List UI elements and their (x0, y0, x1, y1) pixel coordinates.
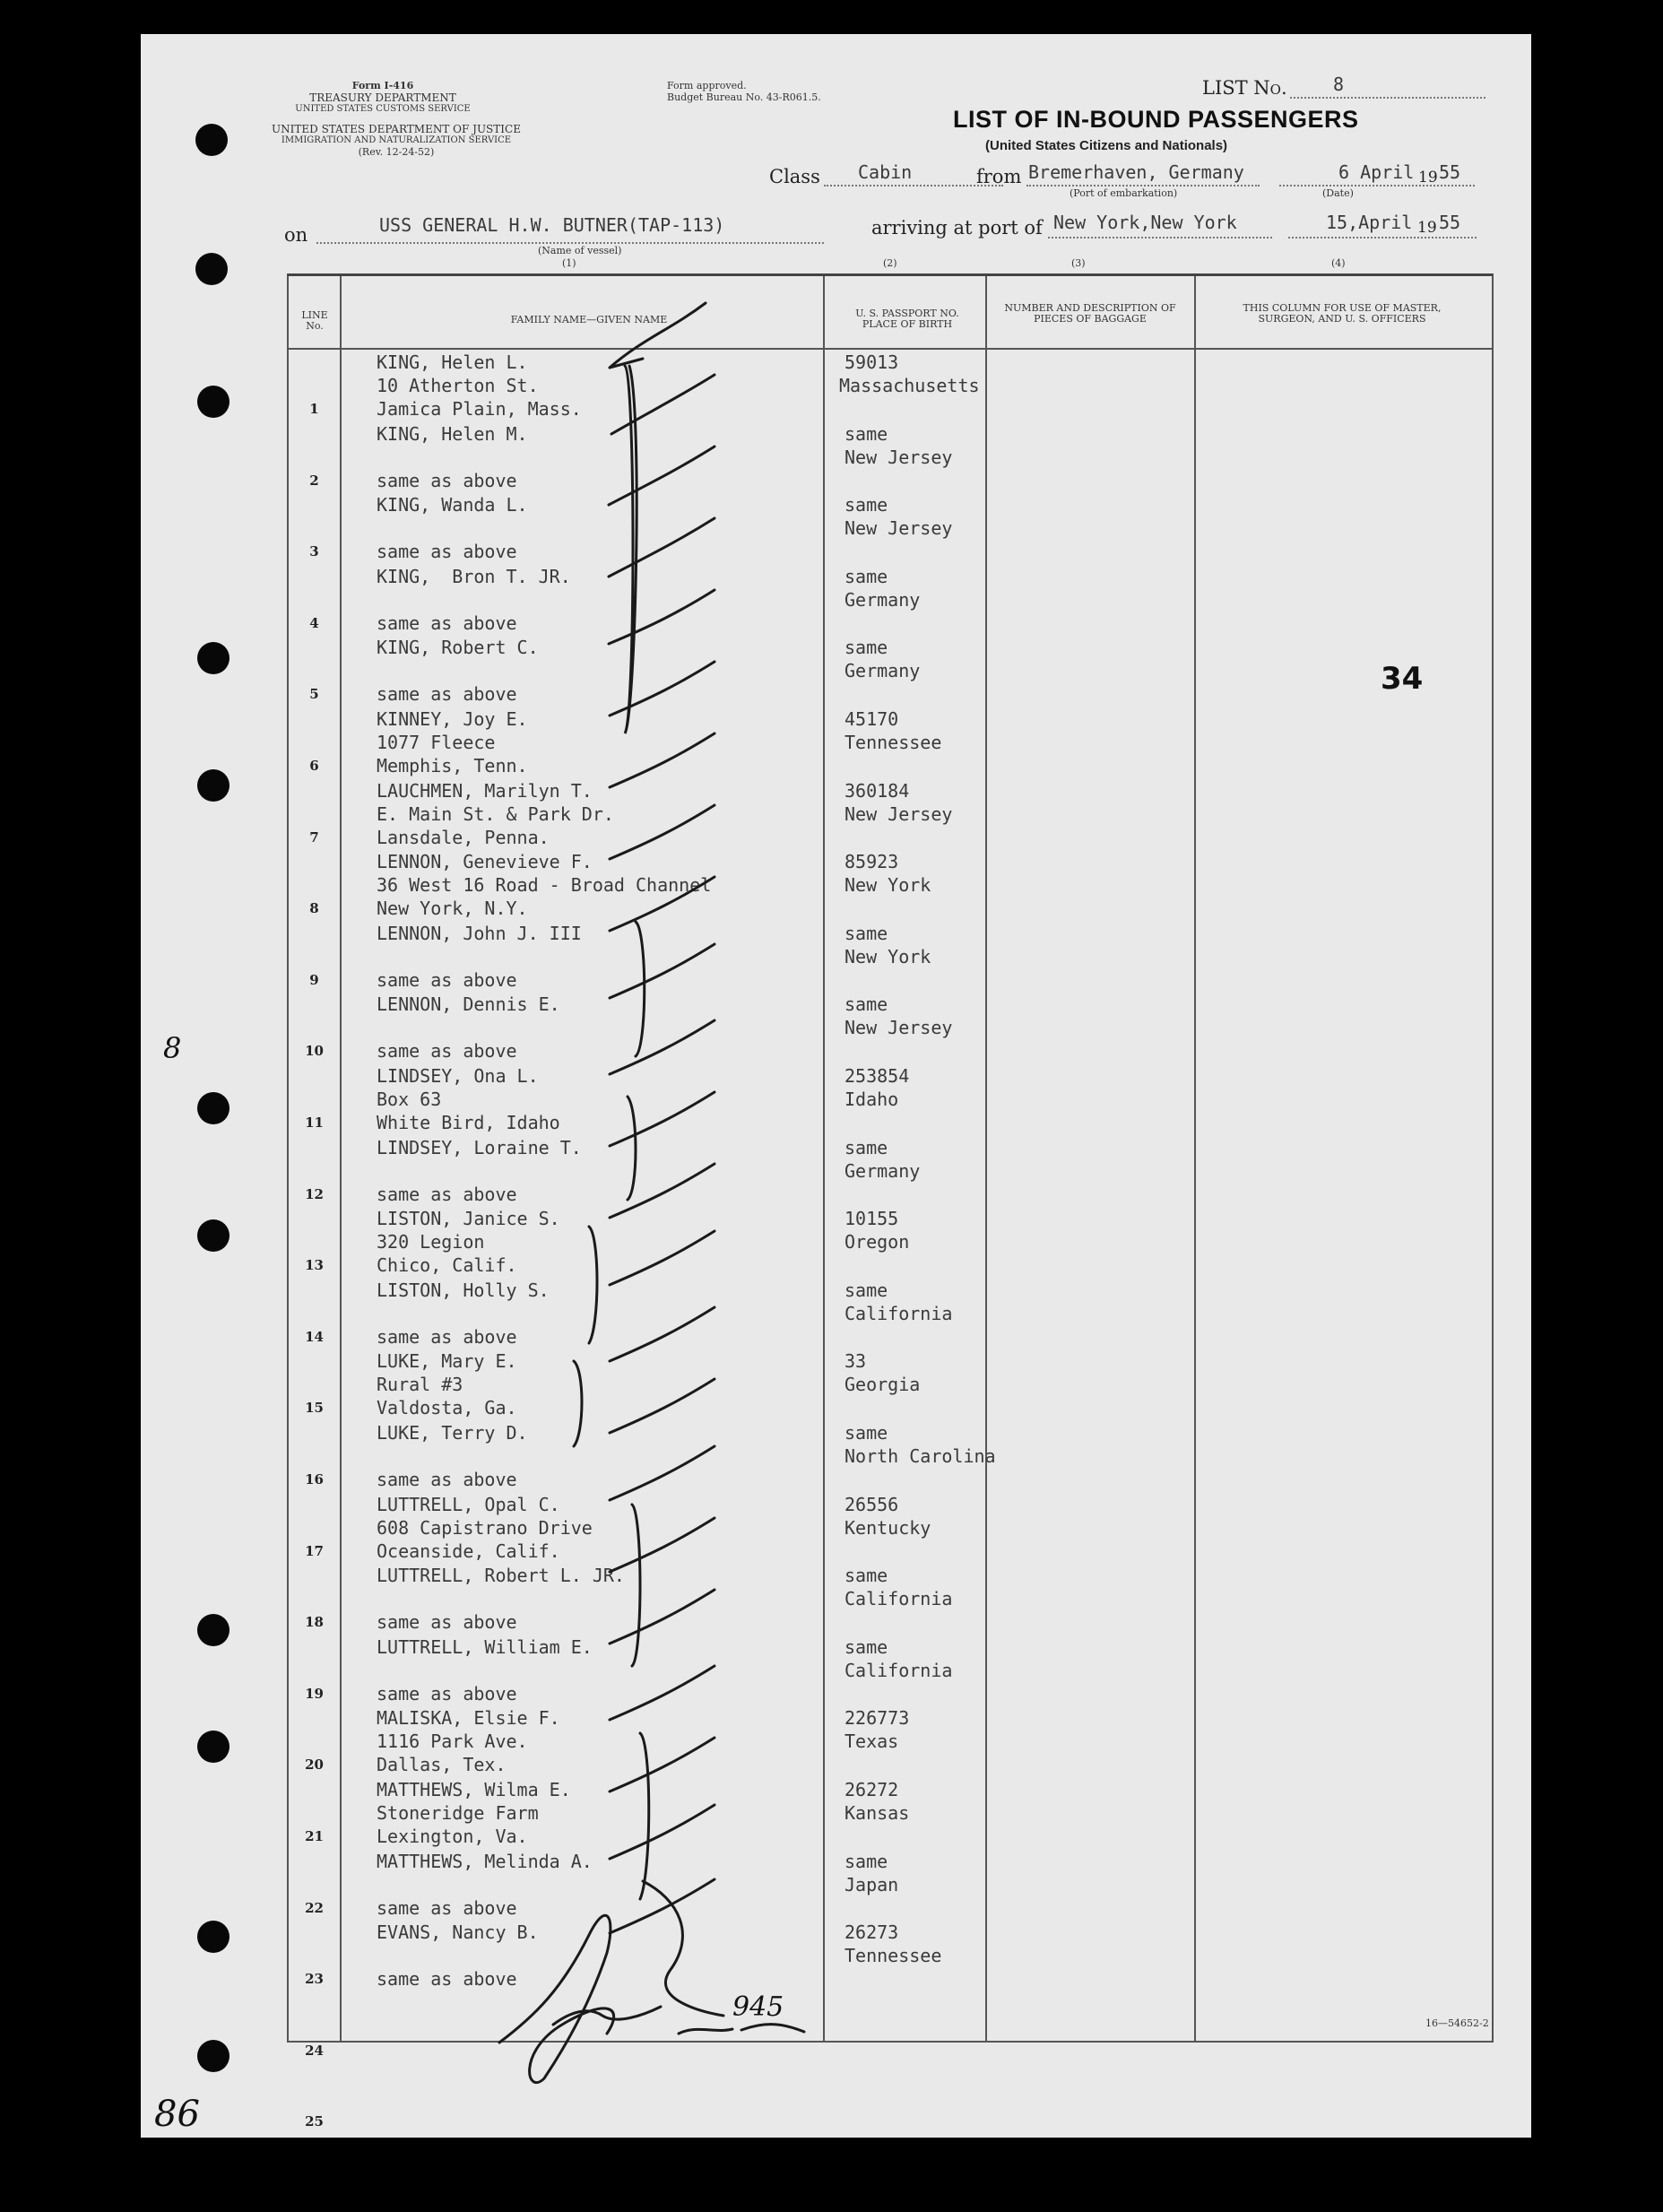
line-number: 8 (309, 900, 319, 917)
address-line-1: E. Main St. & Park Dr. (377, 802, 614, 825)
place-of-birth: Idaho (844, 1089, 899, 1110)
place-of-birth: Germany (844, 588, 921, 611)
passport-number: same (844, 993, 888, 1016)
arrival-date: 15,April (1326, 212, 1413, 233)
passenger-name: LAUCHMEN, Marilyn T. (377, 779, 593, 802)
line-number: 1 (309, 401, 319, 417)
address-line-2: Oceanside, Calif. (377, 1540, 560, 1562)
document-subtitle: (United States Citizens and Nationals) (985, 138, 1228, 153)
passport-number: 253854 (844, 1065, 910, 1087)
address-line-1: 1116 Park Ave. (377, 1731, 528, 1753)
line-number: 2 (309, 472, 319, 489)
binder-hole (197, 1219, 230, 1252)
handwritten-marks (141, 34, 1531, 2138)
place-of-birth: New Jersey (844, 517, 953, 540)
line-number: 9 (309, 971, 319, 988)
binder-hole (197, 1614, 230, 1646)
footer-code: 16—54652-2 (1425, 2017, 1489, 2029)
line-number: 16 (305, 1471, 324, 1488)
treasury-department: TREASURY DEPARTMENT (309, 91, 456, 104)
passenger-name: LUTTRELL, William E. (377, 1635, 593, 1658)
address-line-2: same as above (377, 1469, 517, 1490)
passenger-name: LENNON, John J. III (377, 922, 582, 944)
vessel-caption: (Name of vessel) (538, 245, 622, 256)
header-family-name: FAMILY NAME—GIVEN NAME (510, 314, 668, 325)
customs-service: UNITED STATES CUSTOMS SERVICE (295, 104, 471, 114)
address-line-2: same as above (377, 1682, 517, 1705)
passenger-name: MALISKA, Elsie F. (377, 1707, 560, 1730)
line-number: 5 (309, 686, 319, 703)
address-line-2: same as above (377, 1325, 517, 1348)
address-line-2: same as above (377, 1896, 517, 1919)
passenger-name: KING, Helen M. (377, 422, 528, 445)
justice-department: UNITED STATES DEPARTMENT OF JUSTICE (272, 123, 521, 135)
checkmark-1-icon (610, 303, 706, 368)
address-line-2: same as above (377, 1183, 517, 1205)
passport-number: 26272 (844, 1779, 899, 1800)
line-number: 7 (309, 828, 319, 846)
passport-number: 85923 (844, 851, 899, 873)
place-of-birth: Germany (844, 1159, 921, 1182)
passport-number: same (844, 637, 888, 659)
form-approved: Form approved. (667, 80, 747, 91)
passenger-name: MATTHEWS, Wilma E. (377, 1779, 571, 1800)
list-no-value: 8 (1333, 74, 1345, 95)
passenger-name: LISTON, Janice S. (377, 1208, 560, 1230)
line-number: 11 (305, 1115, 324, 1131)
header-officers: THIS COLUMN FOR USE OF MASTER, SURGEON, AND U. S. OFFICERS (1243, 302, 1442, 325)
address-line-2: same as above (377, 1968, 517, 1991)
corner-mark: 86 (154, 2094, 200, 2135)
binder-hole (197, 386, 230, 418)
line-number: 12 (305, 1185, 324, 1202)
address-line-2: same as above (377, 469, 517, 491)
address-line-2: Memphis, Tenn. (377, 755, 528, 776)
passenger-name: LUTTRELL, Robert L. JR. (377, 1565, 625, 1587)
class-label: Class (769, 166, 820, 187)
line-number: 23 (305, 1971, 324, 1988)
form-revision: (Rev. 12-24-52) (358, 146, 435, 158)
address-line-1: Stoneridge Farm (377, 1802, 539, 1824)
place-of-birth: California (844, 1659, 953, 1681)
address-line-2: same as above (377, 968, 517, 991)
tally-mark: 945 (732, 1991, 784, 2023)
line-number: 20 (305, 1757, 324, 1774)
arriving-label: arriving at port of (871, 217, 1043, 239)
from-label: from (976, 166, 1022, 187)
address-line-1: Rural #3 (377, 1374, 463, 1396)
place-of-birth: Kentucky (844, 1516, 931, 1539)
passport-number: same (844, 422, 888, 445)
passport-number: same (844, 1565, 888, 1587)
place-of-birth: California (844, 1302, 953, 1324)
place-of-birth: New Jersey (844, 446, 953, 468)
address-line-2: same as above (377, 1611, 517, 1634)
list-no-label: LIST No. (1202, 77, 1287, 99)
column-number-3: (3) (1071, 257, 1086, 269)
binder-hole (197, 1921, 230, 1953)
header-line-no: LINE No. (301, 309, 328, 332)
address-line-2: Jamica Plain, Mass. (377, 398, 582, 420)
line-number: 17 (305, 1542, 324, 1559)
passenger-name: EVANS, Nancy B. (377, 1921, 539, 1944)
address-line-1: 320 Legion (377, 1231, 485, 1253)
line-number: 4 (309, 614, 319, 631)
port-of-embarkation: Bremerhaven, Germany (1028, 161, 1244, 183)
place-of-birth: Massachusetts (839, 375, 980, 396)
binder-hole (197, 642, 230, 674)
place-of-birth: Kansas (844, 1802, 910, 1824)
place-of-birth: Japan (844, 1873, 899, 1895)
passenger-name: LISTON, Holly S. (377, 1279, 550, 1301)
place-of-birth: Tennessee (844, 1945, 942, 1967)
place-of-birth: New Jersey (844, 802, 953, 825)
address-line-2: same as above (377, 612, 517, 634)
passport-number: 360184 (844, 779, 910, 802)
binder-hole (197, 2040, 230, 2072)
address-line-2: Lexington, Va. (377, 1826, 528, 1847)
address-line-1: 10 Atherton St. (377, 375, 539, 396)
header-baggage: NUMBER AND DESCRIPTION OF PIECES OF BAGGAGE (1004, 302, 1176, 325)
line-number: 3 (309, 543, 319, 560)
passenger-name: MATTHEWS, Melinda A. (377, 1850, 593, 1872)
passenger-name: LENNON, Dennis E. (377, 993, 560, 1016)
address-line-2: New York, N.Y. (377, 898, 528, 920)
form-number: Form I-416 (351, 80, 414, 91)
document-title: LIST OF IN-BOUND PASSENGERS (953, 106, 1359, 133)
passenger-name: KING, Helen L. (377, 351, 528, 373)
passport-number: 26273 (844, 1921, 899, 1944)
column-number-4: (4) (1331, 257, 1346, 269)
passport-number: same (844, 1136, 888, 1158)
vessel-name: USS GENERAL H.W. BUTNER(TAP-113) (379, 214, 725, 236)
passenger-name: LINDSEY, Ona L. (377, 1065, 539, 1087)
passport-number: 59013 (844, 351, 899, 373)
passenger-name: KING, Wanda L. (377, 494, 528, 516)
place-of-birth: Texas (844, 1731, 899, 1753)
address-line-2: same as above (377, 1040, 517, 1063)
address-line-1: 36 West 16 Road - Broad Channel (377, 874, 712, 897)
address-line-2: Lansdale, Penna. (377, 826, 550, 848)
passenger-name: KING, Bron T. JR. (377, 565, 571, 587)
margin-mark: 8 (163, 1031, 182, 1065)
passport-number: 10155 (844, 1208, 899, 1230)
line-number: 22 (305, 1899, 324, 1916)
line-number: 10 (305, 1043, 324, 1060)
column-number-2: (2) (883, 257, 897, 269)
address-line-2: White Bird, Idaho (377, 1112, 560, 1133)
binder-hole (195, 124, 228, 156)
passenger-name: KINNEY, Joy E. (377, 708, 528, 730)
address-line-1: 1077 Fleece (377, 732, 496, 753)
address-line-2: Chico, Calif. (377, 1254, 517, 1277)
passport-number: 226773 (844, 1707, 910, 1730)
line-number: 24 (305, 2042, 324, 2059)
passport-number: same (844, 1850, 888, 1872)
line-number: 14 (305, 1328, 324, 1345)
embarkation-date: 6 April (1338, 161, 1415, 183)
embarkation-year: 55 (1439, 161, 1461, 183)
passport-number: 26556 (844, 1493, 899, 1515)
budget-bureau: Budget Bureau No. 43-R061.5. (667, 91, 821, 103)
passport-number: 45170 (844, 708, 899, 730)
line-number: 6 (309, 758, 319, 774)
column-number-1: (1) (562, 257, 576, 269)
place-of-birth: New York (844, 945, 931, 967)
line-number: 18 (305, 1614, 324, 1631)
line-number: 15 (305, 1400, 324, 1417)
place-of-birth: Tennessee (844, 732, 942, 753)
passenger-name: LUKE, Mary E. (377, 1350, 517, 1373)
passenger-name: LINDSEY, Loraine T. (377, 1136, 582, 1158)
passport-number: same (844, 1279, 888, 1301)
passport-number: same (844, 1635, 888, 1658)
place-of-birth: Georgia (844, 1374, 921, 1396)
arrival-year-prefix: 19 (1417, 219, 1437, 237)
line-number: 13 (305, 1257, 324, 1274)
binder-hole (197, 769, 230, 802)
place-of-birth: Oregon (844, 1231, 910, 1253)
place-of-birth: North Carolina (844, 1445, 996, 1467)
place-of-birth: New York (844, 874, 931, 897)
arrival-port: New York,New York (1053, 212, 1237, 233)
arrival-year: 55 (1439, 212, 1461, 233)
binder-hole (195, 253, 228, 285)
on-label: on (284, 224, 308, 246)
passport-number: same (844, 922, 888, 944)
address-line-2: Dallas, Tex. (377, 1754, 507, 1776)
date-caption: (Date) (1322, 187, 1354, 199)
line-number: 19 (305, 1685, 324, 1702)
class-value: Cabin (858, 161, 913, 183)
address-line-2: same as above (377, 541, 517, 563)
binder-hole (197, 1092, 230, 1124)
count-mark: 34 (1381, 661, 1424, 697)
address-line-1: 608 Capistrano Drive (377, 1516, 593, 1539)
ins-service: IMMIGRATION AND NATURALIZATION SERVICE (281, 135, 512, 145)
binder-hole (197, 1731, 230, 1763)
line-number: 25 (305, 2113, 324, 2130)
passenger-name: LENNON, Genevieve F. (377, 851, 593, 873)
place-of-birth: California (844, 1588, 953, 1610)
embarkation-year-prefix: 19 (1418, 169, 1438, 187)
passport-number: same (844, 494, 888, 516)
place-of-birth: Germany (844, 660, 921, 682)
address-line-1: Box 63 (377, 1089, 442, 1110)
passenger-name: LUKE, Terry D. (377, 1422, 528, 1444)
address-line-2: same as above (377, 683, 517, 706)
address-line-2: Valdosta, Ga. (377, 1397, 517, 1419)
header-passport: U. S. PASSPORT NO. PLACE OF BIRTH (855, 308, 959, 330)
passport-number: same (844, 565, 888, 587)
passenger-name: KING, Robert C. (377, 637, 539, 659)
manifest-sheet (141, 34, 1531, 2138)
line-number: 21 (305, 1828, 324, 1844)
passenger-name: LUTTRELL, Opal C. (377, 1493, 560, 1515)
passport-number: 33 (844, 1350, 867, 1373)
port-embarkation-caption: (Port of embarkation) (1070, 187, 1178, 199)
place-of-birth: New Jersey (844, 1017, 953, 1039)
passport-number: same (844, 1422, 888, 1444)
